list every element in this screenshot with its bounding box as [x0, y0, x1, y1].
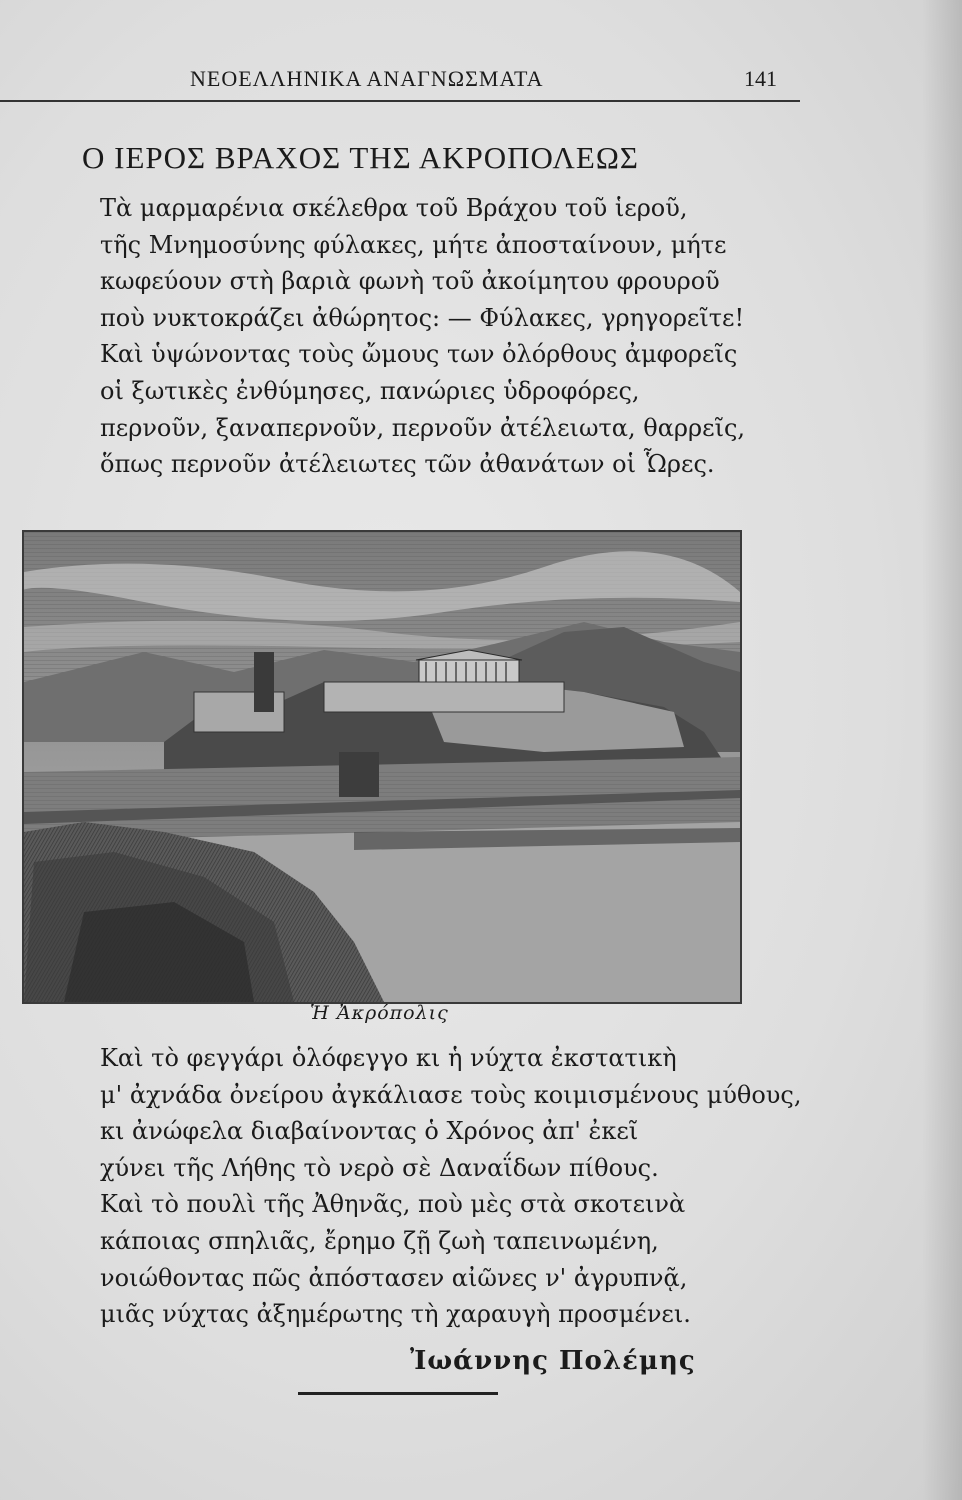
poem-line: χύνει τῆς Λήθης τὸ νερὸ σὲ Δαναΐδων πίθους.: [100, 1153, 659, 1182]
running-title: ΝΕΟΕΛΛΗΝΙΚΑ ΑΝΑΓΝΩΣΜΑΤΑ: [190, 66, 544, 91]
poem-title: Ο ΙΕΡΟΣ ΒΡΑΧΟΣ ΤΗΣ ΑΚΡΟΠΟΛΕΩΣ: [82, 140, 639, 175]
author-signature: Ἰωάννης Πολέμης: [410, 1346, 696, 1376]
poem-line: κι ἀνώφελα διαβαίνοντας ὁ Χρόνος ἀπ' ἐκεῖ: [100, 1117, 639, 1146]
poem-line: κωφεύουν στὴ βαριὰ φωνὴ τοῦ ἀκοίμητου φρουροῦ: [100, 267, 720, 296]
poem-line: Καὶ τὸ φεγγάρι ὁλόφεγγο κι ἡ νύχτα ἐκστατικὴ: [100, 1044, 677, 1072]
poem-line: Τὰ μαρμαρένια σκέλεθρα τοῦ Βράχου τοῦ ἱεροῦ,: [100, 194, 688, 222]
poem-line: ὅπως περνοῦν ἀτέλειωτες τῶν ἀθανάτων οἱ Ὧρες.: [100, 450, 715, 479]
stanza-1: [100, 190, 745, 483]
poem-line: μιᾶς νύχτας ἀξημέρωτης τὴ χαραυγὴ προσμένει.: [100, 1300, 691, 1329]
figure-caption: Ἡ Ἀκρόπολις: [310, 1002, 449, 1024]
poem-line: Καὶ τὸ πουλὶ τῆς Ἀθηνᾶς, ποὺ μὲς στὰ σκοτεινὰ: [100, 1190, 686, 1219]
stanza-2: [100, 1040, 801, 1333]
engraving-illustration: [24, 532, 740, 1002]
page-number: 141: [744, 66, 777, 91]
poem-line: νοιώθοντας πῶς ἀπόστασεν αἰῶνες ν' ἀγρυπνᾷ,: [100, 1263, 688, 1292]
page-shadow: [922, 0, 962, 1500]
poem-line: κάποιας σπηλιᾶς, ἔρημο ζῇ ζωὴ ταπεινωμένη,: [100, 1226, 659, 1255]
header-rule: [0, 100, 800, 102]
poem-line: οἱ ξωτικὲς ἐνθύμησες, πανώριες ὑδροφόρες,: [100, 376, 640, 405]
poem-line: ποὺ νυκτοκράζει ἀθώρητος: — Φύλακες, γρηγορεῖτε!: [100, 303, 745, 332]
closing-rule: [298, 1392, 498, 1395]
poem-line: τῆς Μνημοσύνης φύλακες, μήτε ἀποσταίνουν, μήτε: [100, 230, 727, 259]
acropolis-engraving: [22, 530, 742, 1004]
poem-line: μ' ἀχνάδα ὀνείρου ἀγκάλιασε τοὺς κοιμισμένους μύθους,: [100, 1080, 802, 1109]
poem-line: Καὶ ὑψώνοντας τοὺς ὤμους των ὀλόρθους ἀμφορεῖς: [100, 340, 738, 369]
poem-line: περνοῦν, ξαναπερνοῦν, περνοῦν ἀτέλειωτα, θαρρεῖς,: [100, 413, 746, 442]
